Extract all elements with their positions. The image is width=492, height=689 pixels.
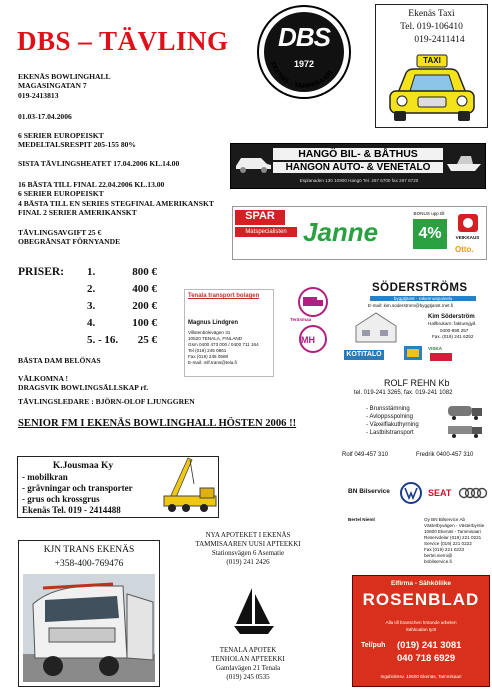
tenala-line: 10520 TENALA, FINLAND bbox=[188, 336, 243, 341]
fee-line-2: OBEGRÄNSAT FÖRNYANDE bbox=[18, 237, 121, 247]
prize-amount: 400 € bbox=[132, 283, 157, 295]
final-line-4: FINAL 2 SERIER AMERIKANSKT bbox=[18, 207, 137, 217]
prize-rank: 3. bbox=[87, 300, 96, 312]
rolf-phone: tel. 019-241 3265, fax. 019-241 1082 bbox=[354, 390, 453, 396]
tenala-line: Fax (019) 245 0588 bbox=[188, 354, 229, 359]
rosenblad-tagline: Alla till branschen hörande arbeten bbox=[385, 620, 457, 625]
taxi-phone-2: 019-2411414 bbox=[414, 35, 465, 45]
soderstroms-title: SÖDERSTRÖMS bbox=[372, 282, 468, 294]
spar-brand: SPAR bbox=[235, 210, 285, 225]
competition-leader: TÄVLINGSLEDARE : BJÖRN-OLOF LJUNGGREN bbox=[18, 397, 195, 406]
tenala-apotek-line-2: TENHOLAN APTEEKKI bbox=[211, 655, 285, 663]
janne-name: Janne bbox=[303, 217, 379, 247]
bonus-badge: 4% bbox=[413, 219, 447, 249]
sailboat-icon bbox=[232, 586, 276, 638]
tenala-apotek-ad bbox=[178, 646, 318, 688]
format-line-2: MEDELTALSRESPIT 205-155 80% bbox=[18, 140, 137, 150]
taxi-ad bbox=[375, 4, 488, 128]
tenala-line: Villstenbölevägen 31 bbox=[188, 330, 231, 335]
vw-logo-icon bbox=[400, 482, 422, 504]
prize-amount: 100 € bbox=[132, 317, 157, 329]
competition-period: 01.03-17.04.2006 bbox=[18, 112, 72, 121]
prize-amount: 800 € bbox=[132, 266, 157, 278]
soderstroms-sub: byggtjänst - rakennuspalvelu bbox=[370, 296, 476, 301]
nya-apoteket-ad bbox=[178, 531, 318, 579]
tenala-transport-person: Magnus Lindgren bbox=[188, 320, 238, 326]
bertel-company: Oy BN Bilservice Ab bbox=[424, 517, 466, 522]
nya-apoteket-line-1: NYA APOTEKET I EKENÄS bbox=[205, 531, 291, 539]
taxi-roof-sign: TAXI bbox=[423, 56, 441, 65]
hango-footer: Esplanaden 130 10900 Hangö Tel. 267 6700 fax 267 6720 bbox=[299, 178, 419, 183]
audi-logo-icon bbox=[458, 487, 488, 499]
soderstroms-phone: 0400-898 257 bbox=[440, 328, 469, 333]
jousmaa-service: - grus och krossgrus bbox=[22, 494, 100, 504]
page-title: DBS – TÄVLING bbox=[17, 26, 229, 56]
welcome-line-1: VÄLKOMNA ! bbox=[18, 374, 68, 383]
soderstroms-person: Kim Söderström bbox=[428, 314, 475, 320]
soderstroms-fax: Fax. (019) 241 6252 bbox=[432, 334, 474, 339]
soderstroms-logos bbox=[290, 285, 350, 365]
kotitalo-logo: KOTITALO bbox=[344, 350, 384, 360]
veikkaus-logo: VEIKKAUS bbox=[455, 235, 480, 240]
tenala-apotek-line-1: TENALA APOTEK bbox=[219, 646, 277, 654]
taxi-name: Ekenäs Taxi bbox=[408, 9, 455, 19]
bertel-line: Reservdelar (019) 221 0221 bbox=[424, 535, 482, 540]
rolf-name: ROLF REHN Kb bbox=[384, 378, 450, 388]
bertel-name: Bertel Nieml bbox=[348, 517, 375, 522]
rolf-rehn-ad bbox=[340, 378, 488, 462]
venue-block bbox=[18, 72, 111, 100]
rosenblad-brand: Elfirma - Sähköliike bbox=[391, 580, 451, 587]
viska-logo: VISKA bbox=[428, 346, 443, 351]
mh-label: MH bbox=[301, 335, 315, 345]
tenala-transport-ad bbox=[184, 289, 274, 377]
spar-tagline: Matspecialisten bbox=[235, 227, 297, 237]
prize-rank: 5. - 16. bbox=[87, 334, 119, 346]
tenala-line: E-mail: mlf.trans@tela.fi bbox=[188, 360, 237, 365]
soderstroms-email: E-mail: kim.soderstrom@byggtjanst.met.fi bbox=[368, 303, 454, 308]
terasmaa-label: Teräsmaa bbox=[290, 317, 312, 322]
prize-rank: 4. bbox=[87, 317, 96, 329]
rolf-service: - Växelflakuthyrning bbox=[366, 422, 419, 428]
taxi-phone-1: Tel. 019-106410 bbox=[400, 22, 463, 32]
rolf-service: - Avloppsspolning bbox=[366, 414, 413, 420]
jousmaa-service: - mobilkran bbox=[22, 472, 68, 482]
welcome-block bbox=[18, 374, 148, 393]
tenala-transport-title: Tenala transport bolagen bbox=[188, 293, 260, 299]
dbs-logo-text: DBS bbox=[278, 22, 330, 52]
venue-name: EKENÄS BOWLINGHALL bbox=[18, 72, 111, 81]
rosenblad-phone-2: 040 718 6929 bbox=[397, 653, 456, 664]
format-block bbox=[18, 131, 136, 150]
truck-photo bbox=[23, 574, 155, 682]
fee-block bbox=[18, 228, 120, 247]
prize-rank: 2. bbox=[87, 283, 96, 295]
veikkaus-icon bbox=[457, 213, 479, 233]
nya-apoteket-line-3: Stationsvägen 6 Asematie bbox=[211, 549, 285, 557]
kjn-phone: +358-400-769476 bbox=[54, 559, 124, 569]
nya-apoteket-line-4: (019) 241 2426 bbox=[226, 558, 270, 566]
rosenblad-phone-label: Tel/puh bbox=[361, 642, 386, 649]
dbs-logo bbox=[256, 4, 352, 100]
car-icon bbox=[233, 150, 273, 174]
tenala-apotek-line-4: (019) 245 0535 bbox=[226, 673, 270, 681]
dbs-logo-ring-text: EKENÄS · TAMMISAARI bbox=[269, 60, 335, 91]
bn-brand-logos bbox=[400, 482, 488, 504]
bn-bilservice-name: BN Bilservice bbox=[348, 488, 390, 495]
spar-janne-ad bbox=[232, 206, 487, 260]
best-lady: BÄSTA DAM BELÖNAS bbox=[18, 356, 101, 365]
hango-line-1: HANGÖ BIL- & BÅTHUS bbox=[273, 148, 443, 160]
rolf-contact-2: Fredrik 0400-457 310 bbox=[416, 452, 474, 458]
bertel-line: Västerbyvägen - Västerbyntie bbox=[424, 523, 485, 528]
prize-amount: 200 € bbox=[132, 300, 157, 312]
boat-icon bbox=[445, 150, 483, 174]
final-line-1: 16 BÄSTA TILL FINAL 22.04.2006 KL.13.00 bbox=[18, 180, 165, 189]
tank-truck-icon bbox=[446, 402, 486, 440]
prizes-label: PRISER: bbox=[18, 266, 65, 278]
rolf-service: - Brunsstämning bbox=[366, 406, 410, 412]
nya-apoteket-line-2: TAMMISAAREN UUSI APTEEKKI bbox=[195, 540, 301, 548]
rosenblad-tagline-2: Sähkoalan työt bbox=[405, 627, 437, 632]
bertel-line: bertel.niemi@ bbox=[424, 553, 453, 558]
tenala-apotek-line-3: Gamlavägen 21 Tenala bbox=[215, 664, 281, 672]
bertel-contact bbox=[424, 517, 488, 565]
viska-icon bbox=[428, 352, 454, 362]
kjn-name: KJN TRANS EKENÄS bbox=[43, 545, 135, 555]
final-line-3: 4 BÄSTA TILL EN SERIES STEGFINAL AMERIKANSKT bbox=[18, 198, 214, 208]
senior-headline: SENIOR FM I EKENÄS BOWLINGHALL HÖSTEN 2006 !! bbox=[18, 418, 297, 429]
spar-bonus-label: BONUS upp till bbox=[413, 211, 445, 216]
jousmaa-service: - grävningar och transporter bbox=[22, 483, 133, 493]
rosenblad-name: ROSENBLAD bbox=[362, 590, 480, 609]
kjn-trans-ad bbox=[18, 540, 160, 687]
rosenblad-ad bbox=[352, 575, 490, 687]
final-line-2: 6 SERIER EUROPEISKT bbox=[18, 189, 104, 199]
soderstroms-role: Hallbrukarn: fakturegyå bbox=[428, 321, 476, 326]
last-heat: SISTA TÄVLINGSHEATET 17.04.2006 KL.14.00 bbox=[18, 159, 180, 168]
prize-amount: 25 € bbox=[137, 334, 157, 346]
jousmaa-contact: Ekenäs Tel. 019 - 2414488 bbox=[22, 505, 121, 515]
rosenblad-footer: Ingaholmsv. 10600 Ekenäs, Tammisaari bbox=[380, 674, 462, 679]
truck-logo-icon bbox=[296, 287, 330, 317]
otto-logo: Otto. bbox=[455, 245, 474, 254]
flag-icon bbox=[404, 346, 422, 360]
hango-line-2: HANGON AUTO- & VENETALO bbox=[273, 162, 443, 173]
jousmaa-name: K.Jousmaa Ky bbox=[52, 461, 114, 471]
venue-phone: 019-2413813 bbox=[18, 90, 59, 100]
dbs-logo-year: 1972 bbox=[293, 59, 315, 69]
fee-line-1: TÄVLINGSAVGIFT 25 € bbox=[18, 228, 102, 237]
house-icon bbox=[352, 310, 400, 344]
rolf-contact-1: Rolf 049-457 310 bbox=[342, 452, 389, 458]
seat-logo: SEAT bbox=[428, 488, 452, 498]
venue-street: MAGASINGATAN 7 bbox=[18, 81, 87, 91]
rolf-service: - Lastbilstransport bbox=[366, 430, 414, 436]
hango-ad bbox=[230, 143, 486, 189]
bertel-line: 10600 Ekenäs - Tammisaari bbox=[424, 529, 481, 534]
bertel-line: bnbilservice.fi bbox=[424, 559, 452, 564]
welcome-line-2: DRAGSVIK BOWLINGSÄLLSKAP rf. bbox=[18, 383, 149, 393]
prize-rank: 1. bbox=[87, 266, 96, 278]
rosenblad-phone-1: (019) 241 3081 bbox=[397, 640, 462, 651]
bertel-line: Fax (019) 221 0223 bbox=[424, 547, 465, 552]
tenala-line: Gsm 0400 473 000 / 0400 711 164 bbox=[188, 342, 259, 347]
format-line-1: 6 SERIER EUROPEISKT bbox=[18, 131, 104, 140]
bertel-line: Service (019) 221 0222 bbox=[424, 541, 472, 546]
final-block bbox=[18, 180, 214, 217]
mobile-crane-icon bbox=[160, 450, 224, 516]
tenala-line: Tel (019) 245 0861 bbox=[188, 348, 227, 353]
